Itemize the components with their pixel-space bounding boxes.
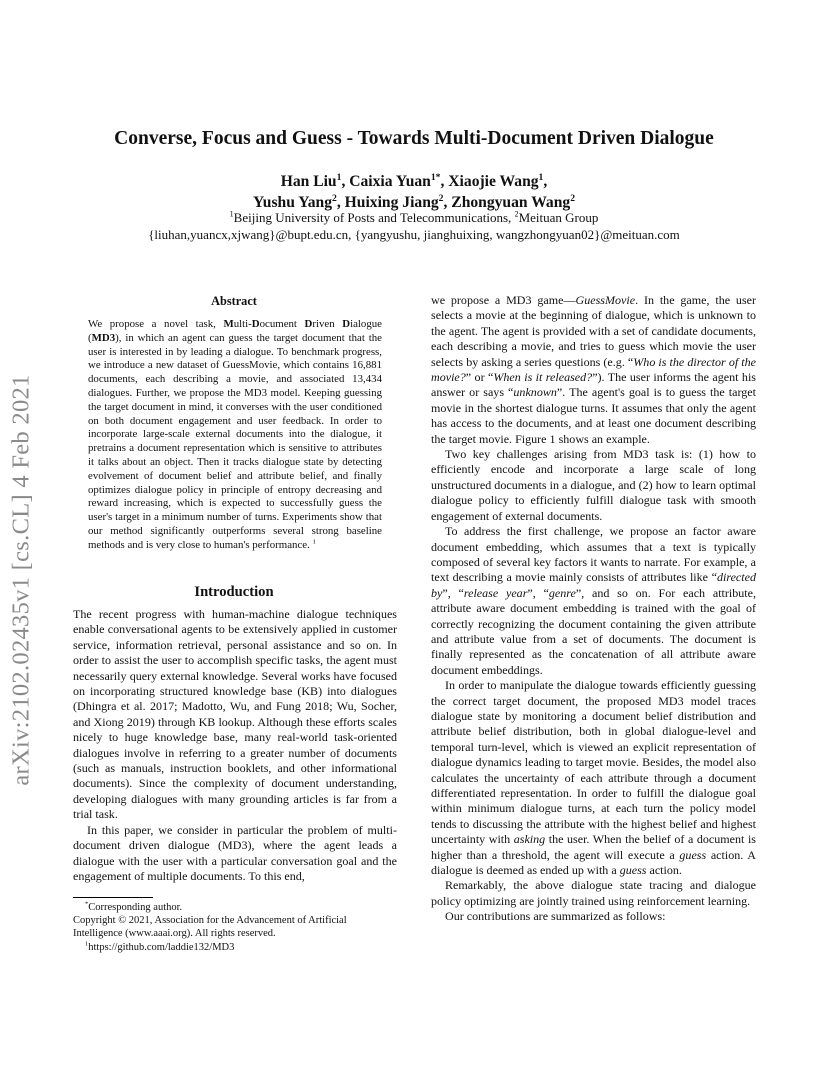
abstract-bold-letter: M [223,318,234,330]
abstract-text-run: ), in which an agent can guess the target document that the user is interested in by leading a dialogue. To benchmark progress, we introduce a new dataset of GuessMovie, which contains 16,881 documents, each describing a movie, and associated 13,434 dialogues. Further, we propose the MD3 model. Keeping guessing the target document in mind, it converses with the user conditioned on both document engagement and user feedback. In order to incorporate large-scale external documents into the dialogue, it pretrains a document representation which is sensitive to attributes it talks about an object. Then it tracks dialogue state by detecting evolvement of document belief and attribute belief, and finally optimizes dialogue policy in principle of entropy decreasing and reward increasing, which is expected to successfully guess the user's target in a minimum number of turns. Experiments show that our method significantly outperforms several strong baseline methods and is very close to human's performance. [88,331,382,551]
abstract-text-run: ulti- [233,318,252,330]
paragraph [431,678,756,878]
italic-run: genre [548,585,576,600]
text-run: ” or “ [465,370,494,385]
copyright-notice: Copyright © 2021, Association for the Advancement of Artificial Intelligence (www.aaai.org). All rights reserved. [73,915,347,940]
author-affiliation-mark: 2 [438,192,444,204]
abstract-bold-acronym: MD3 [91,331,116,344]
abstract-bold-letter: D [251,318,260,330]
abstract-bold-letter: D [342,318,351,330]
author-line-1: Han Liu$^1$, Caixia Yuan$^{1*}$, Xiaojie Wang$^1$, [280,171,548,190]
footnote-rule [73,897,153,898]
text-run: . In the game, the user selects a movie at the beginning of dialogue, which is unknown to the agent. The agent is provided with a set of candidate documents, each describing a movie, and tries to guess which movie the user selects by asking a series questions (e.g. “ [431,293,756,369]
author-name: Huixing Jiang [344,194,439,211]
italic-run: release year [463,585,528,600]
footnote-mark: 1 [85,940,89,948]
text-run: ”). The user informs the agent his answer or says “ [431,370,756,400]
introduction-heading: Introduction [194,584,274,600]
text-run: ”, and so on. For each attribute, attribute aware document embedding is trained with the goal of correctly recognizing the document containing the given attribute and attribute value from a set of documents. The document is finally represented as the concatenation of all attribute aware document embeddings. [431,585,756,677]
author-name: Han Liu [280,173,337,190]
italic-run: When is it released? [493,370,593,385]
paragraph: Two key challenges arising from MD3 task is: (1) how to efficiently encode and incorporate a large scale of long unstructured documents in a dialogue, and (2) how to learn optimal dialogue policy to efficiently fulfill dialogue task with smooth engagement of external documents. [431,447,756,523]
affiliation-name: Beijing University of Posts and Telecommunications, [233,210,515,225]
italic-run: GuessMovie [575,293,636,307]
paragraph [431,293,756,447]
author-name: Xiaojie Wang [448,173,539,190]
text-run: we propose a MD3 game— [431,293,576,307]
paragraph: The recent progress with human-machine dialogue techniques enable conversational agents to be extensively applied in customer service, information retrieval, personal assistance and so on. In order to assist the user to accomplish specific tasks, the agent must necessarily query external knowledge. Several works have focused on incorporating structured knowledge base (KB) into dialogues (Dhingra et al. 2017; Madotto, Wu, and Fung 2018; Wu, Socher, and Xiong 2019) through KB lookup. Although these efforts scales nicely to huge knowledge base, many real-world task-oriented dialogues involve in referring to a greater number of documents (such as manuals, instruction booklets, and other informational documents). Since the complexity of document understanding, developing dialogues with many grounding articles is far from a trial task. [73,607,397,822]
paragraph: Our contributions are summarized as follows: [445,909,666,924]
arxiv-identifier: arXiv:2102.02435v1 [cs.CL] 4 Feb 2021 [8,374,36,786]
text-run: In order to manipulate the dialogue towards efficiently guessing the correct target document, the proposed MD3 model traces dialogue state by monitoring a document belief distribution and attribute belief distribution, both in global dialogue-level and temporal turn-level, which is viewed an explicit representation of dialogue dynamics leading to target movie. Besides, the model also calculates the uncertainty of each attribute through a document differentiated representation. In order to fulfill the dialogue goal within minimum dialogue turns, at each turn the policy model tends to discussing the attribute with the highest belief and highest uncertainty with [431,678,756,847]
abstract-text-run: We propose a novel task, [88,318,224,330]
text-run: action. A dialogue is deemed as ended up with a [431,847,756,878]
paper-title: Converse, Focus and Guess - Towards Multi-Document Driven Dialogue [114,128,714,149]
author-affiliation-mark: 1 [538,171,544,183]
abstract-bold-letter: D [304,318,313,330]
text-run: To address the first challenge, we propose an factor aware document embedding, which assumes that a text is typically composed of several key factors it wants to narrate. For example, a text describing a movie mainly consists of attributes like “ [431,524,756,585]
abstract-text-run: ocument [259,318,305,330]
arxiv-sidebar-stamp [2,300,42,860]
footnote-corresponding [73,901,397,914]
author-name: Zhongyuan Wang [451,194,571,211]
footnote-mark: * [85,900,89,908]
text-run: ”, “ [442,585,464,600]
author-affiliation-mark: 1* [430,171,441,183]
footnote-link-text: https://github.com/laddie132/MD3 [88,941,235,953]
text-run: ”, “ [527,585,549,600]
author-name: Caixia Yuan [349,173,431,190]
abstract-heading: Abstract [211,294,257,308]
affiliations [40,209,788,243]
email-line: {liuhan,yuancx,xjwang}@bupt.edu.cn, {yangyushu, jianghuixing, wangzhongyuan02}@meituan.com [148,227,680,242]
italic-run: unknown [513,385,557,400]
affiliation-line [40,209,788,226]
author-affiliation-mark: 2 [570,192,576,204]
affiliation-mark: 2 [514,209,519,219]
footnotes [73,901,397,954]
abstract-text-run: riven [312,318,343,330]
italic-run: Who is the director of the movie? [431,354,756,385]
author-line-2: Yushu Yang$^2$, Huixing Jiang$^2$, Zhongyuan Wang$^2$ [252,192,576,211]
italic-run: directed by [431,570,756,600]
affiliation-name: Meituan Group [518,210,599,225]
affiliation-mark: 1 [229,209,234,219]
text-run: the user. When the belief of a document is higher than a threshold, the agent will execute a [431,832,756,862]
text-run: ”. The agent's goal is to guess the target movie in the shortest dialogue turns. It assumes that only the agent has access to the documents, and at least one document describing the target movie. Figure 1 shows an example. [431,385,756,446]
abstract-text-run: ialogue ( [88,318,382,344]
footnote-mark: 1 [312,538,316,546]
left-column-body [73,607,397,884]
italic-run: asking [513,832,546,847]
paragraph: Remarkably, the above dialogue state tracing and dialogue policy optimizing are jointly trained using reinforcement learning. [431,878,756,908]
footnote-text: Corresponding author. [88,902,183,913]
author-affiliation-mark: 1 [336,171,342,183]
paragraph [431,524,756,678]
abstract-text [88,318,382,553]
author-affiliation-mark: 2 [332,192,337,204]
italic-run: guess [679,847,707,862]
footnote-url [73,941,397,954]
right-column-body [431,293,756,925]
author-list [60,171,768,213]
italic-run: guess [619,863,647,878]
paragraph: In this paper, we consider in particular the problem of multi-document driven dialogue (MD3), where the agent leads a dialogue with the user with a particular conversation goal and the engagement of multiple documents. To this end, [73,822,397,883]
text-run: action. [646,863,682,878]
author-name: Yushu Yang [252,194,333,211]
